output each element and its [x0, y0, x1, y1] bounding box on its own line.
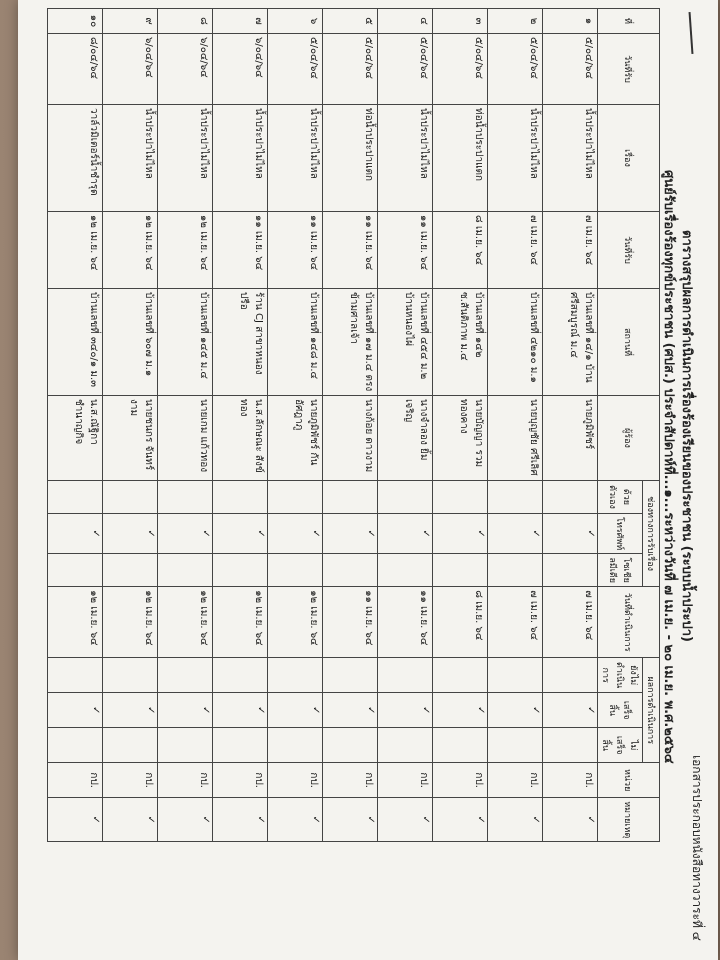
cell-ch-phone: ✓	[158, 514, 213, 554]
cell-date: ๕/๐๔/๖๔	[378, 34, 433, 105]
cell-topic: น้ำประปาไม่ไหล	[158, 105, 213, 212]
cell-st-notdone	[158, 728, 213, 763]
cell-topic: น้ำประปาไม่ไหล	[543, 105, 598, 212]
cell-ch-online	[378, 554, 433, 587]
cell-commit: ๑๑ เม.ย. ๖๔	[213, 212, 268, 289]
cell-unit: กป.	[213, 763, 268, 798]
table-body	[48, 9, 598, 842]
cell-ch-online	[48, 554, 103, 587]
header-unit: หน่วย	[598, 763, 660, 798]
cell-st-done: ✓	[323, 693, 378, 728]
cell-result: ๑๒ เม.ย. ๖๔	[103, 587, 158, 658]
cell-st-pending	[433, 658, 488, 693]
cell-st-done: ✓	[488, 693, 543, 728]
table-row	[158, 9, 213, 842]
pen-mark	[689, 12, 694, 54]
cell-ch-online	[103, 554, 158, 587]
cell-unit: กป.	[103, 763, 158, 798]
cell-commit: ๘ เม.ย. ๖๔	[433, 212, 488, 289]
cell-ch-online	[543, 554, 598, 587]
cell-unit: กป.	[543, 763, 598, 798]
cell-st-notdone	[103, 728, 158, 763]
cell-result: ๑๑ เม.ย. ๖๔	[323, 587, 378, 658]
cell-commit: ๑๑ เม.ย. ๖๔	[323, 212, 378, 289]
cell-date: ๖/๐๔/๖๔	[213, 34, 268, 105]
complaint-table	[47, 8, 660, 842]
cell-st-notdone	[378, 728, 433, 763]
cell-place: บ้านเลขที่ ๓๔๐/๑ ม.๓	[48, 289, 103, 396]
cell-result: ๑๑ เม.ย. ๖๔	[378, 587, 433, 658]
cell-no: ๑	[543, 9, 598, 34]
cell-st-pending	[268, 658, 323, 693]
cell-st-notdone	[213, 728, 268, 763]
cell-st-notdone	[323, 728, 378, 763]
header-ch-walkin: ด้วยตัวเอง	[598, 481, 643, 514]
cell-st-notdone	[268, 728, 323, 763]
cell-date: ๕/๐๔/๖๔	[268, 34, 323, 105]
cell-note: ✓	[103, 798, 158, 842]
cell-applicant: นายชนกร จันทร์งาม	[103, 396, 158, 481]
cell-result: ๑๒ เม.ย. ๖๔	[213, 587, 268, 658]
table-row	[213, 9, 268, 842]
cell-place: ร้าน CJ สาขาหนองปรือ	[213, 289, 268, 396]
cell-place: บ้านเลขที่ ๔๒๑๐ ม.๑	[488, 289, 543, 396]
cell-topic: น้ำประปาไม่ไหล	[103, 105, 158, 212]
cell-st-done: ✓	[433, 693, 488, 728]
cell-st-notdone	[543, 728, 598, 763]
header-applicant: ผู้ร้อง	[598, 396, 660, 481]
cell-no: ๑๐	[48, 9, 103, 34]
cell-applicant: นางจำลอง ยิ้มเจริญ	[378, 396, 433, 481]
cell-place: บ้านเลขที่ ๑๗ ม.๔ ตรงข้ามศาลเจ้า	[323, 289, 378, 396]
cell-no: ๒	[488, 9, 543, 34]
cell-unit: กป.	[433, 763, 488, 798]
cell-note: ✓	[433, 798, 488, 842]
table-row	[488, 9, 543, 842]
cell-place: บ้านเลขที่ ๔๕๔ ม.๒ บ้านหนองไผ่	[378, 289, 433, 396]
cell-result: ๗ เม.ย. ๖๔	[543, 587, 598, 658]
cell-commit: ๑๑ เม.ย. ๖๔	[268, 212, 323, 289]
cell-result: ๑๒ เม.ย. ๖๔	[158, 587, 213, 658]
cell-no: ๘	[158, 9, 213, 34]
cell-ch-phone: ✓	[213, 514, 268, 554]
header-date: วันที่รับ	[598, 34, 660, 105]
cell-date: ๕/๐๔/๖๔	[488, 34, 543, 105]
cell-ch-walkin	[543, 481, 598, 514]
cell-st-pending	[543, 658, 598, 693]
cell-st-pending	[158, 658, 213, 693]
header-st-notdone: ไม่เสร็จสิ้น	[598, 728, 643, 763]
header-ch-online: โซเชียลมีเดีย	[598, 554, 643, 587]
document-title: ตารางสรุปผลการดำเนินการเรื่องร้องเรียนของประชาชน (ระบบน้ำประปา)	[679, 230, 694, 642]
header-status-group: ผลการดำเนินการ	[643, 658, 660, 763]
cell-ch-online	[488, 554, 543, 587]
cell-note: ✓	[543, 798, 598, 842]
cell-unit: กป.	[268, 763, 323, 798]
table-row	[323, 9, 378, 842]
cell-place: บ้านเลขที่ ๖๐๗ ม.๑	[103, 289, 158, 396]
cell-commit: ๑๑ เม.ย. ๖๔	[378, 212, 433, 289]
cell-topic: ท่อน้ำประปาแตก	[433, 105, 488, 212]
document-subtitle: ศูนย์รับเรื่องร้องทุกข์ประชาชน (ศปส.) ประจำสัปดาห์ที่...๑...ระหว่างวันที่ ๗ เม.ย. - ๒๐ เม.ย. พ.ศ.๒๕๖๔	[661, 170, 676, 764]
header-commit: วันที่รับ	[598, 212, 660, 289]
cell-topic: น้ำประปาไม่ไหล	[488, 105, 543, 212]
cell-note: ✓	[488, 798, 543, 842]
cell-applicant: นางก้อย ดาวงาม	[323, 396, 378, 481]
cell-ch-phone: ✓	[268, 514, 323, 554]
cell-no: ๓	[433, 9, 488, 34]
header-row	[643, 9, 660, 842]
cell-applicant: นายภูมิพัชร์	[543, 396, 598, 481]
cell-no: ๔	[378, 9, 433, 34]
table-row	[543, 9, 598, 842]
cell-note: ✓	[268, 798, 323, 842]
cell-unit: กป.	[378, 763, 433, 798]
cell-topic: น้ำประปาไม่ไหล	[213, 105, 268, 212]
cell-ch-walkin	[378, 481, 433, 514]
cell-st-pending	[378, 658, 433, 693]
cell-unit: กป.	[488, 763, 543, 798]
cell-st-pending	[48, 658, 103, 693]
cell-st-pending	[323, 658, 378, 693]
cell-st-done: ✓	[158, 693, 213, 728]
cell-commit: ๑๒ เม.ย. ๖๔	[158, 212, 213, 289]
cell-place: บ้านเลขที่ ๑๔/๑ บ้านศรีสมบูรณ์ ม.๔	[543, 289, 598, 396]
cell-unit: กป.	[158, 763, 213, 798]
rotated-page	[18, 0, 718, 960]
cell-note: ✓	[158, 798, 213, 842]
cell-date: ๖/๐๔/๖๔	[103, 34, 158, 105]
header-topic: เรื่อง	[598, 105, 660, 212]
cell-unit: กป.	[323, 763, 378, 798]
cell-place: บ้านเลขที่ ๑๔๕ ม.๔	[158, 289, 213, 396]
cell-result: ๑๒ เม.ย. ๖๔	[48, 587, 103, 658]
cell-result: ๑๒ เม.ย. ๖๔	[268, 587, 323, 658]
cell-topic: วาล์วมิเตอร์น้ำชำรุด	[48, 105, 103, 212]
cell-ch-phone: ✓	[48, 514, 103, 554]
header-st-pending: ยังไม่ดำเนินการ	[598, 658, 643, 693]
cell-ch-phone: ✓	[543, 514, 598, 554]
cell-ch-phone: ✓	[488, 514, 543, 554]
header-result-date: วันที่ดำเนินการ	[598, 587, 660, 658]
cell-st-done: ✓	[268, 693, 323, 728]
cell-commit: ๗ เม.ย. ๖๔	[488, 212, 543, 289]
cell-applicant: นายบุญชัย ศรีเลิศ	[488, 396, 543, 481]
header-no: ที่	[598, 9, 660, 34]
cell-ch-walkin	[103, 481, 158, 514]
cell-ch-walkin	[433, 481, 488, 514]
table-row	[433, 9, 488, 842]
cell-applicant: น.ส.ณัฐิกา ชำนาญกิจ	[48, 396, 103, 481]
cell-place: บ้านเลขที่ ๑๔๘ ม.๔	[268, 289, 323, 396]
cell-st-notdone	[488, 728, 543, 763]
cell-date: ๕/๐๔/๖๔	[543, 34, 598, 105]
table-row	[268, 9, 323, 842]
header-ch-phone: โทรศัพท์	[598, 514, 643, 554]
cell-st-pending	[103, 658, 158, 693]
cell-commit: ๑๒ เม.ย. ๖๔	[48, 212, 103, 289]
table-row	[103, 9, 158, 842]
cell-st-notdone	[48, 728, 103, 763]
cell-ch-walkin	[488, 481, 543, 514]
cell-ch-phone: ✓	[378, 514, 433, 554]
header-st-done: เสร็จสิ้น	[598, 693, 643, 728]
cell-ch-online	[433, 554, 488, 587]
cell-no: ๗	[213, 9, 268, 34]
cell-place: บ้านเลขที่ ๑๔๒ ซ.สันติภาพ ม.๔	[433, 289, 488, 396]
cell-ch-online	[213, 554, 268, 587]
cell-date: ๕/๐๔/๖๔	[323, 34, 378, 105]
cell-topic: น้ำประปาไม่ไหล	[268, 105, 323, 212]
table-row	[378, 9, 433, 842]
cell-ch-online	[158, 554, 213, 587]
cell-ch-phone: ✓	[323, 514, 378, 554]
cell-topic: ท่อน้ำประปาแตก	[323, 105, 378, 212]
cell-applicant: นายภูมิพัชร์ กันอัศฎาภู	[268, 396, 323, 481]
cell-st-done: ✓	[48, 693, 103, 728]
cell-st-notdone	[433, 728, 488, 763]
cell-st-done: ✓	[378, 693, 433, 728]
cell-note: ✓	[323, 798, 378, 842]
cell-result: ๘ เม.ย. ๖๔	[433, 587, 488, 658]
cell-no: ๙	[103, 9, 158, 34]
header-channel-group: ช่องทางการรับเรื่อง	[643, 481, 660, 587]
cell-topic: น้ำประปาไม่ไหล	[378, 105, 433, 212]
cell-ch-walkin	[48, 481, 103, 514]
table-row	[48, 9, 103, 842]
header-place: สถานที่	[598, 289, 660, 396]
cell-date: ๘/๐๔/๖๔	[48, 34, 103, 105]
cell-unit: กป.	[48, 763, 103, 798]
cell-ch-online	[323, 554, 378, 587]
cell-ch-phone: ✓	[433, 514, 488, 554]
cell-commit: ๑๒ เม.ย. ๖๔	[103, 212, 158, 289]
cell-st-done: ✓	[103, 693, 158, 728]
header-note: หมายเหตุ	[598, 798, 660, 842]
cell-ch-walkin	[158, 481, 213, 514]
cell-st-pending	[488, 658, 543, 693]
cell-date: ๕/๐๔/๖๔	[433, 34, 488, 105]
cell-ch-walkin	[213, 481, 268, 514]
cell-note: ✓	[213, 798, 268, 842]
cell-st-pending	[213, 658, 268, 693]
cell-applicant: น.ส.ลักษณะ สังข์ทอง	[213, 396, 268, 481]
cell-commit: ๗ เม.ย. ๖๔	[543, 212, 598, 289]
cell-ch-phone: ✓	[103, 514, 158, 554]
cell-result: ๗ เม.ย. ๖๔	[488, 587, 543, 658]
cell-applicant: นายบัญญา รวมทองคาง	[433, 396, 488, 481]
paper-sheet	[18, 0, 718, 960]
attachment-label: เอกสารประกอบหนังสือทางวาระที่ ๔	[690, 755, 704, 941]
cell-date: ๖/๐๔/๖๔	[158, 34, 213, 105]
cell-no: ๕	[323, 9, 378, 34]
cell-ch-walkin	[323, 481, 378, 514]
cell-applicant: นายเกม แก้วทอง	[158, 396, 213, 481]
cell-st-done: ✓	[213, 693, 268, 728]
cell-no: ๖	[268, 9, 323, 34]
cell-ch-online	[268, 554, 323, 587]
cell-ch-walkin	[268, 481, 323, 514]
cell-note: ✓	[378, 798, 433, 842]
cell-st-done: ✓	[543, 693, 598, 728]
cell-note: ✓	[48, 798, 103, 842]
